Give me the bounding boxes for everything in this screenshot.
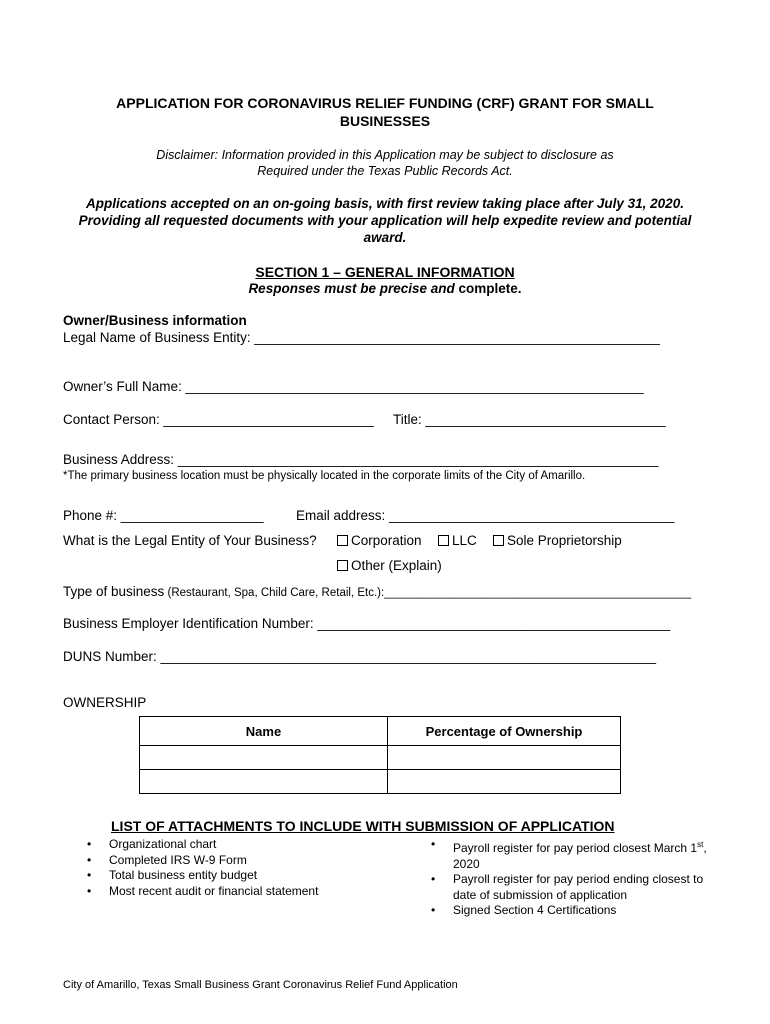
payroll-march-text: Payroll register for pay period closest March 1 — [453, 841, 698, 855]
page-footer: City of Amarillo, Texas Small Business Grant Coronavirus Relief Fund Application — [63, 979, 458, 991]
checkbox-icon[interactable] — [337, 535, 348, 546]
list-item: • Signed Section 4 Certifications — [431, 903, 713, 919]
list-item: • Payroll register for pay period ending closest to date of submission of application — [431, 872, 713, 903]
list-item: • Total business entity budget — [87, 868, 407, 884]
disclaimer-line2: Required under the Texas Public Records Act. — [257, 164, 513, 178]
business-type-field[interactable] — [63, 583, 691, 601]
option-label: Sole Proprietorship — [507, 533, 622, 548]
name-cell[interactable] — [140, 770, 388, 794]
availability-line1: Applications accepted on an on-going basis, with first review taking place after July 31, 2020. — [86, 196, 684, 211]
attachments-left-list — [87, 837, 407, 899]
section1-subtitle — [0, 281, 770, 296]
option-sole-proprietorship[interactable] — [493, 533, 622, 548]
title-field[interactable]: Title: ________________________________ — [393, 412, 666, 427]
option-label: LLC — [452, 533, 477, 548]
owner-name-field[interactable]: Owner’s Full Name: _____________________________________________________________ — [63, 379, 644, 394]
option-corporation[interactable] — [337, 533, 422, 548]
business-type-hint: (Restaurant, Spa, Child Care, Retail, Etc.):________________________________________________ — [164, 587, 692, 599]
option-other[interactable] — [337, 558, 442, 573]
entity-question: What is the Legal Entity of Your Business? — [63, 533, 317, 548]
percentage-cell[interactable] — [388, 746, 621, 770]
section1-title: SECTION 1 – GENERAL INFORMATION — [255, 264, 515, 280]
name-cell[interactable] — [140, 746, 388, 770]
form-title-line1: APPLICATION FOR CORONAVIRUS RELIEF FUNDING (CRF) GRANT FOR SMALL — [116, 95, 654, 111]
form-title-line2: BUSINESSES — [339, 113, 431, 129]
business-type-label: Type of business — [63, 584, 165, 599]
table-header-row — [140, 717, 621, 746]
table-row — [140, 746, 621, 770]
availability-line3: award. — [363, 230, 407, 245]
owner-business-heading: Owner/Business information — [63, 313, 247, 328]
ownership-heading: OWNERSHIP — [63, 695, 147, 710]
ein-field[interactable]: Business Employer Identification Number: _______________________________________________ — [63, 616, 671, 631]
phone-field[interactable]: Phone #: ___________________ — [63, 508, 264, 523]
attachments-right-list — [431, 837, 713, 919]
list-item — [431, 837, 713, 872]
availability-line2: Providing all requested documents with your application will help expedite review and potential — [78, 213, 692, 228]
percentage-cell[interactable] — [388, 770, 621, 794]
duns-field[interactable]: DUNS Number: __________________________________________________________________ — [63, 649, 657, 664]
option-label: Corporation — [351, 533, 422, 548]
disclaimer-line1: Disclaimer: Information provided in this Application may be subject to disclosure as — [156, 148, 614, 162]
subtitle-rest: complete. — [454, 281, 522, 296]
ordinal-suffix: st — [697, 840, 704, 849]
payroll-march-year: , 2020 — [453, 841, 707, 871]
contact-person-field[interactable]: Contact Person: ____________________________ — [63, 412, 374, 427]
subtitle-italic: Responses must be precise and — [248, 281, 455, 296]
list-item: • Organizational chart — [87, 837, 407, 853]
business-address-field[interactable]: Business Address: ________________________________________________________________ — [63, 452, 659, 467]
list-item: • Completed IRS W-9 Form — [87, 853, 407, 869]
list-item: • Most recent audit or financial statement — [87, 884, 407, 900]
ownership-table — [139, 716, 621, 794]
address-note: *The primary business location must be physically located in the corporate limits of the City of Amarillo. — [63, 470, 586, 482]
option-label: Other (Explain) — [351, 558, 442, 573]
option-llc[interactable] — [438, 533, 477, 548]
col-header-percentage: Percentage of Ownership — [388, 717, 621, 746]
email-field[interactable]: Email address: ______________________________________ — [296, 508, 675, 523]
checkbox-icon[interactable] — [493, 535, 504, 546]
checkbox-icon[interactable] — [438, 535, 449, 546]
col-header-name: Name — [140, 717, 388, 746]
attachments-title: LIST OF ATTACHMENTS TO INCLUDE WITH SUBMISSION OF APPLICATION — [111, 818, 615, 834]
checkbox-icon[interactable] — [337, 560, 348, 571]
table-row — [140, 770, 621, 794]
legal-name-field[interactable]: Legal Name of Business Entity: ______________________________________________________ — [63, 330, 660, 345]
